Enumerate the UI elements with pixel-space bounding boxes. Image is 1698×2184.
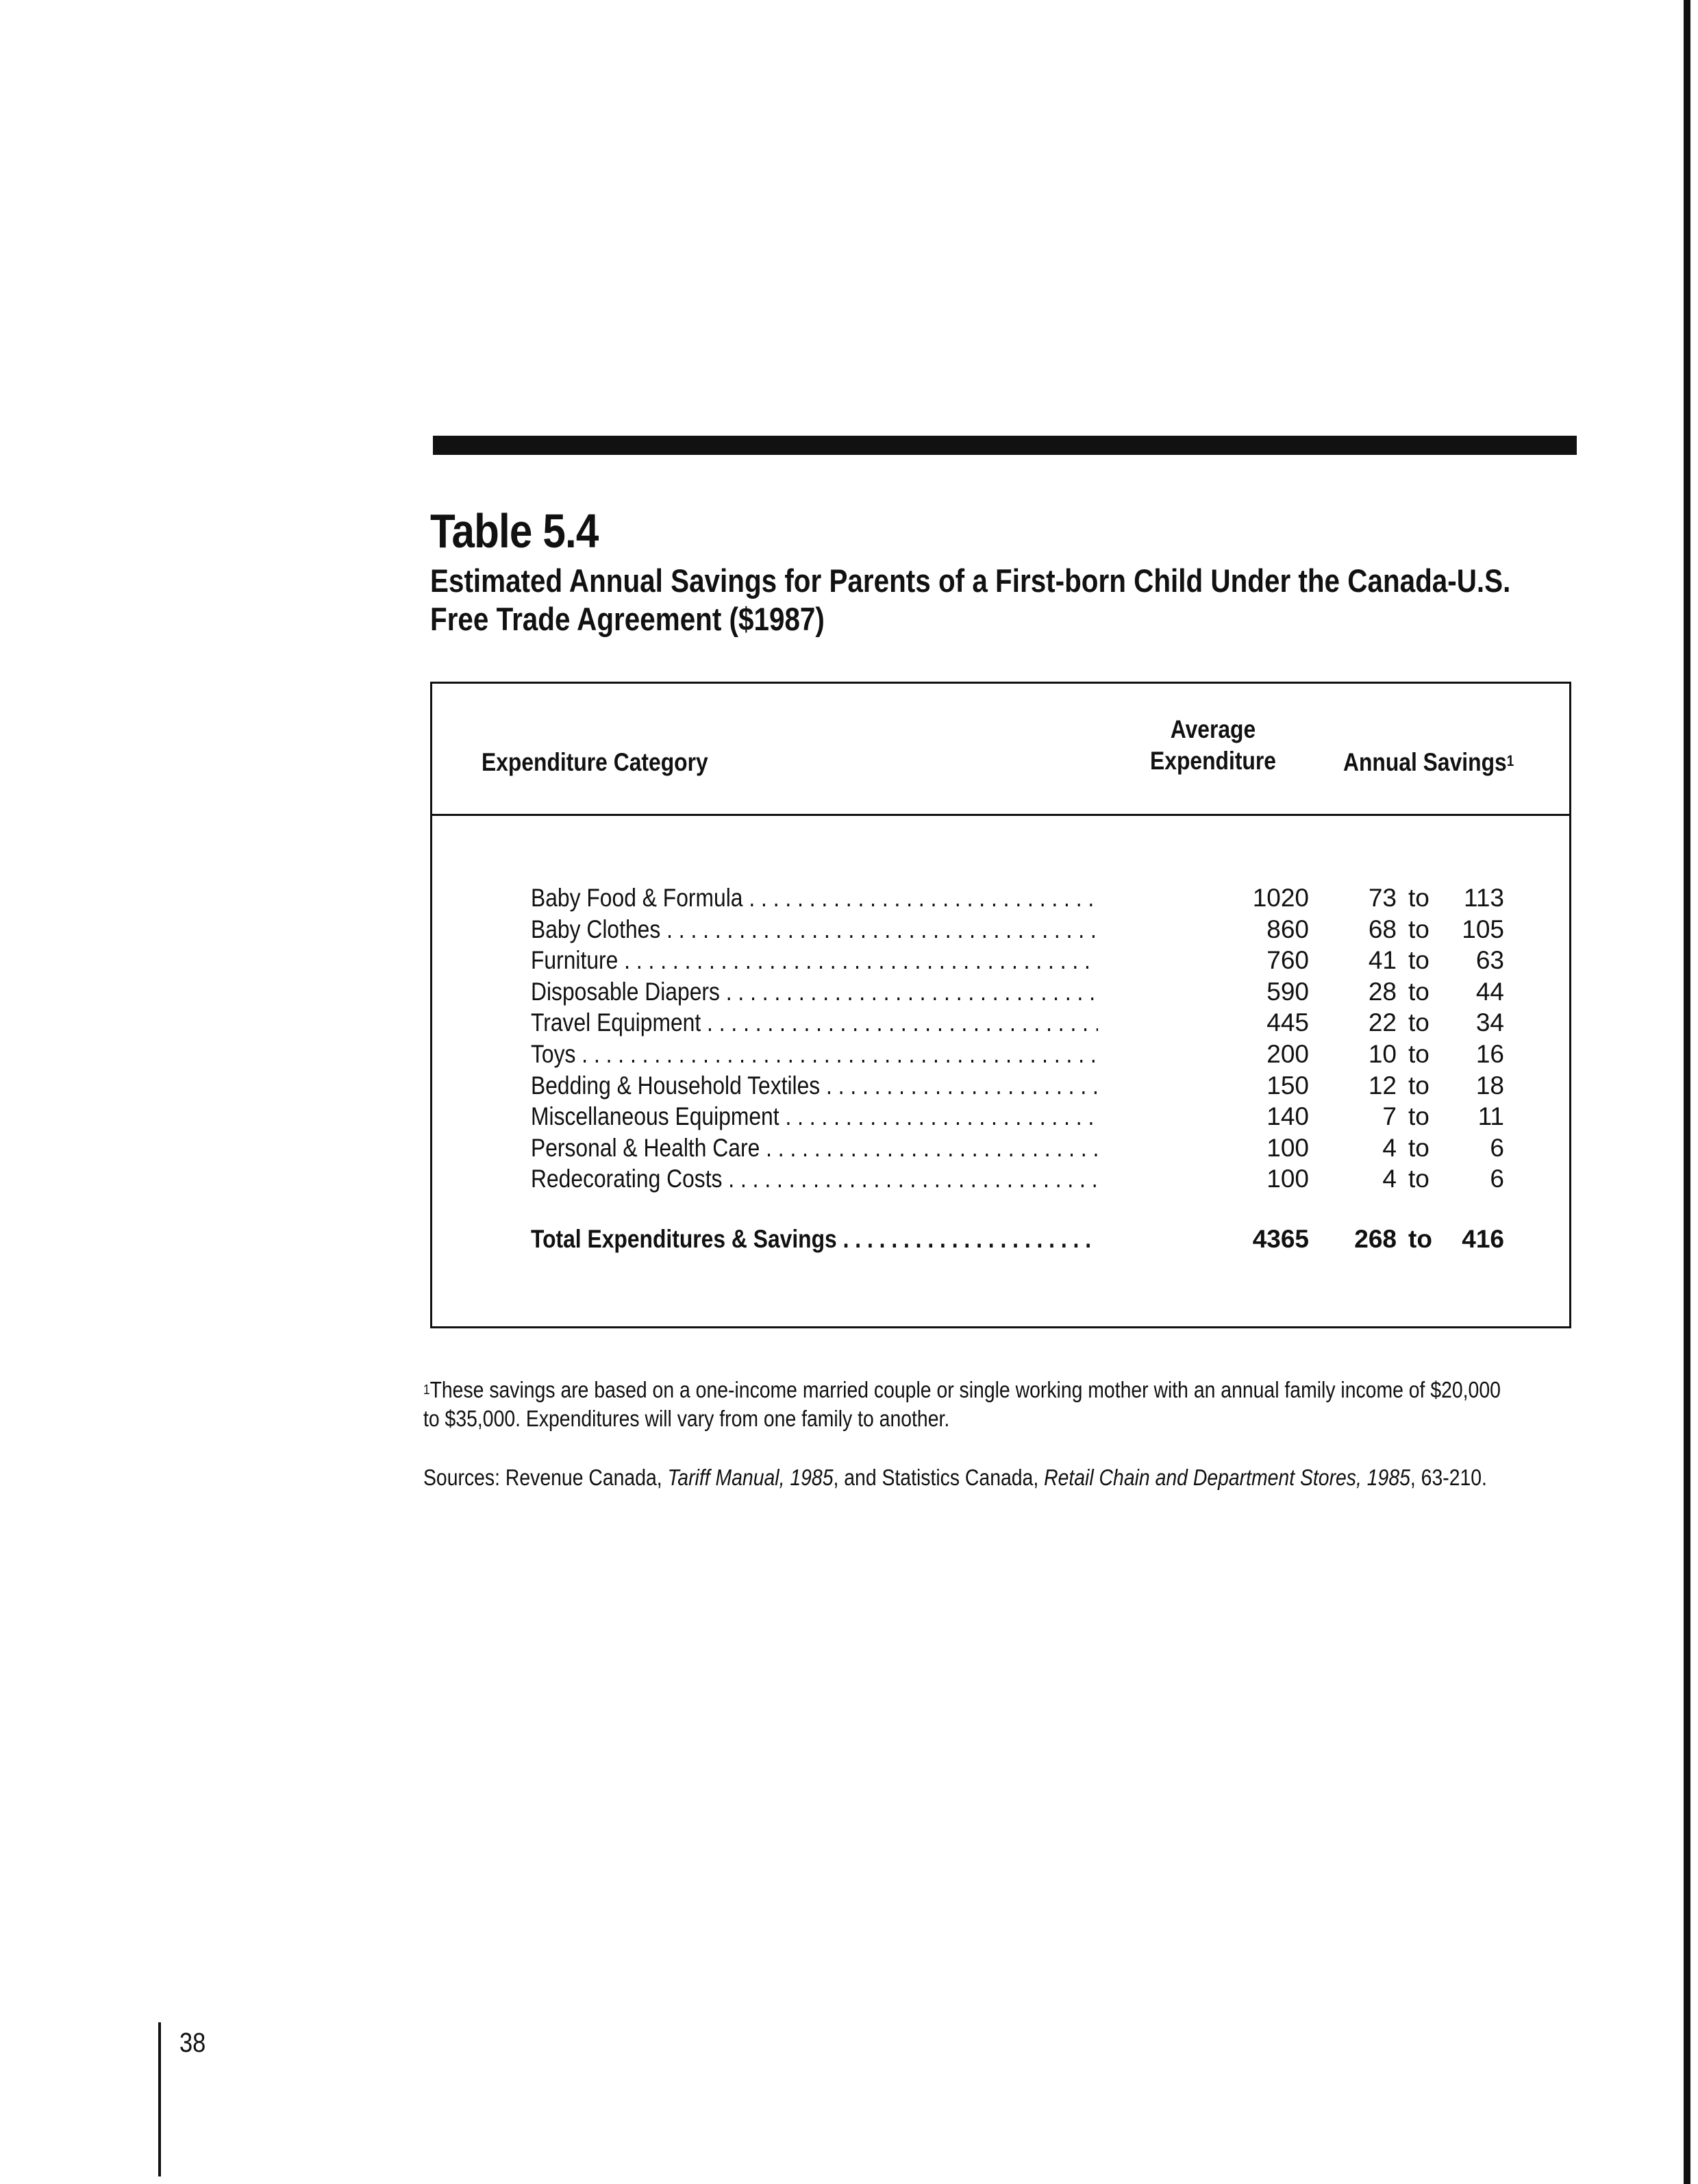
footnote-line-2: to $35,000. Expenditures will vary from one family to another. [423,1406,950,1431]
row-average: 590 [1266,977,1309,1006]
row-savings-high: 16 [1475,1039,1504,1068]
row-savings-to: to [1408,1071,1429,1100]
table-row [432,1163,1569,1195]
row-savings-to: to [1408,884,1429,912]
sources-middle: , and Statistics Canada, [833,1465,1045,1490]
row-savings-high: 63 [1475,946,1504,975]
row-average: 100 [1266,1165,1309,1193]
table-subtitle [430,562,1549,638]
header-annual-savings [1343,747,1514,778]
total-savings-low: 268 [1354,1224,1397,1253]
table-row [432,1101,1569,1132]
row-savings-low: 10 [1368,1039,1397,1068]
row-savings-low: 68 [1368,915,1397,943]
row-category: Personal & Health Care . . . [531,1132,1098,1164]
row-savings-high: 34 [1475,1008,1504,1037]
row-average: 760 [1266,946,1309,975]
row-savings-to: to [1408,1008,1429,1037]
row-category: Travel Equipment . . . [531,1007,1098,1039]
row-category: Furniture . . . [531,945,1098,976]
table-body [432,882,1569,1255]
row-savings-to: to [1408,1102,1429,1131]
sources-prefix: Sources: Revenue Canada, [423,1465,668,1490]
table-title: Table 5.4 [430,504,599,558]
table-row [432,1039,1569,1070]
total-savings-to: to [1408,1224,1432,1253]
row-savings-low: 41 [1368,946,1397,975]
row-savings-high: 105 [1462,915,1504,943]
row-category: Toys . . . [531,1039,1098,1070]
table-row [432,976,1569,1008]
row-average: 150 [1266,1071,1309,1100]
row-savings-low: 22 [1368,1008,1397,1037]
footnote-line-1: These savings are based on a one-income married couple or single working mother with an annual family income of $20,000 [429,1377,1501,1402]
row-category: Miscellaneous Equipment . . . [531,1101,1098,1132]
dot-leader-clip [482,1070,1098,1102]
table-row [432,914,1569,945]
table-row [432,1070,1569,1102]
row-average: 140 [1266,1102,1309,1131]
row-average: 200 [1266,1039,1309,1068]
page-edge-bar [1684,0,1690,2184]
row-savings-high: 113 [1464,884,1504,912]
page-number: 38 [179,2028,206,2058]
row-savings-low: 12 [1368,1071,1397,1100]
dot-leader-clip [482,1163,1098,1195]
row-average: 445 [1266,1008,1309,1037]
row-average: 1020 [1252,884,1309,912]
row-savings-high: 6 [1490,1165,1504,1193]
top-rule [433,436,1577,455]
row-category: Bedding & Household Textiles . . . [531,1070,1098,1102]
row-savings-to: to [1408,946,1429,975]
row-category: Disposable Diapers . . . [531,976,1098,1008]
row-category: Baby Food & Formula . . . [531,882,1098,914]
row-average: 860 [1266,915,1309,943]
row-savings-to: to [1408,1133,1429,1162]
row-savings-low: 4 [1382,1165,1397,1193]
dot-leader-clip [482,945,1098,976]
dot-leader-clip [482,1224,1098,1255]
dot-leader-clip [482,1101,1098,1132]
row-savings-low: 73 [1368,884,1397,912]
savings-table [430,682,1571,1328]
sources-title-retail-chain: Retail Chain and Department Stores, 1985 [1044,1465,1410,1490]
row-savings-high: 18 [1475,1071,1504,1100]
row-savings-to: to [1408,1039,1429,1068]
table-row [432,882,1569,914]
header-average-line-2: Expenditure [1150,747,1276,775]
dot-leader-clip [482,882,1098,914]
dot-leader-clip [482,976,1098,1008]
header-average-line-1: Average [1170,715,1256,743]
table-row [432,1007,1569,1039]
row-savings-to: to [1408,977,1429,1006]
row-category: Baby Clothes . . . [531,914,1098,945]
total-category: Total Expenditures & Savings . . . [531,1224,1098,1255]
sources-title-tariff-manual: Tariff Manual, 1985 [667,1465,834,1490]
total-average: 4365 [1252,1224,1309,1253]
row-savings-high: 44 [1475,977,1504,1006]
row-savings-to: to [1408,915,1429,943]
row-savings-low: 7 [1382,1102,1397,1131]
footnote-marker: 1 [423,1382,430,1398]
dot-leader-clip [482,1039,1098,1070]
header-savings-label: Annual Savings [1343,748,1507,776]
table-row [432,1132,1569,1164]
row-savings-low: 4 [1382,1133,1397,1162]
row-average: 100 [1266,1133,1309,1162]
header-expenditure-category: Expenditure Category [482,748,708,776]
subtitle-line-2: Free Trade Agreement ($1987) [430,601,825,637]
sources-suffix: , 63-210. [1410,1465,1487,1490]
header-savings-footnote-marker: 1 [1506,752,1514,769]
dot-leader-clip [482,914,1098,945]
table-total-row [432,1224,1569,1255]
page-margin-rule [158,2022,161,2176]
row-savings-high: 11 [1477,1102,1504,1131]
row-savings-to: to [1408,1165,1429,1193]
sources-note [423,1463,1601,1492]
row-category: Redecorating Costs . . . [531,1163,1098,1195]
dot-leader-clip [482,1007,1098,1039]
table-row [432,945,1569,976]
dot-leader-clip [482,1132,1098,1164]
subtitle-line-1: Estimated Annual Savings for Parents of a First-born Child Under the Canada-U.S. [430,562,1511,599]
footnote [423,1376,1584,1433]
row-savings-low: 28 [1368,977,1397,1006]
header-average-expenditure [1125,714,1301,777]
total-savings-high: 416 [1462,1224,1504,1253]
row-savings-high: 6 [1490,1133,1504,1162]
header-rule [432,814,1569,816]
